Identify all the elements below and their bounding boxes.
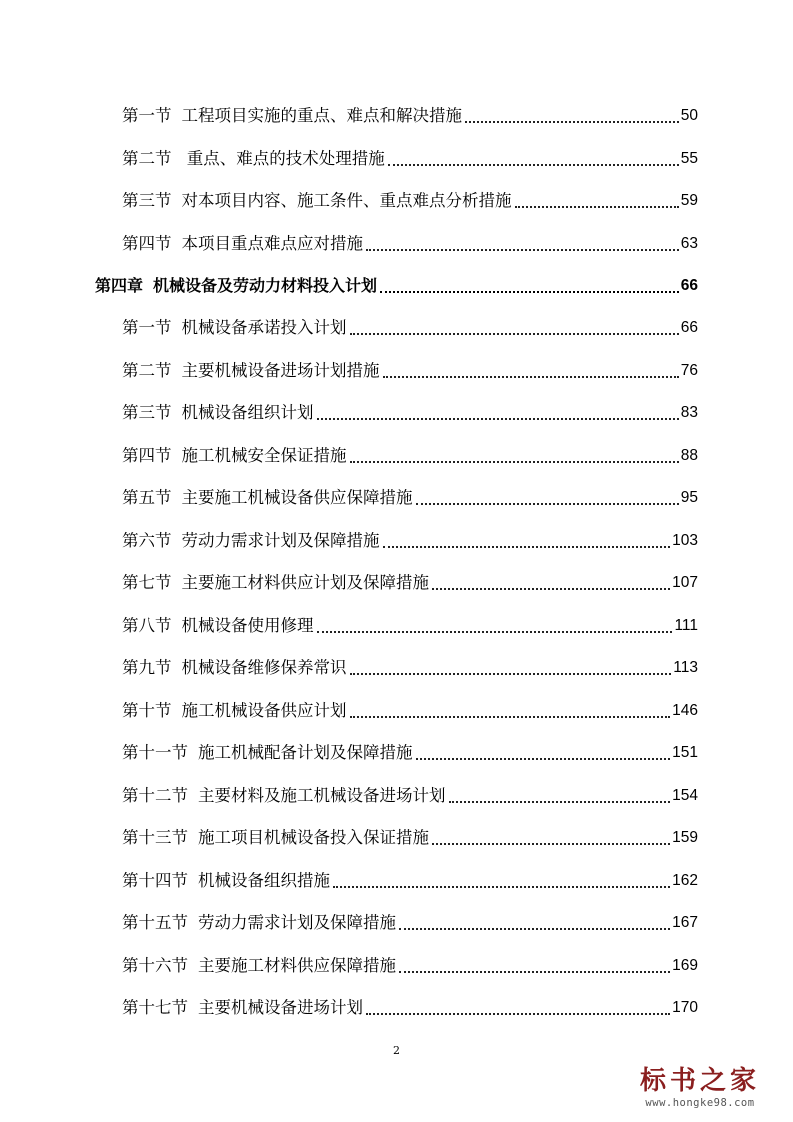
toc-entry-page: 95 [680,489,698,506]
toc-entry-title: 主要机械设备进场计划措施 [181,361,380,380]
dot-leader [366,1013,670,1015]
dot-leader [399,971,670,973]
toc-entry-title: 工程项目实施的重点、难点和解决措施 [181,106,462,125]
toc-entry-number: 第一节 [122,318,172,337]
toc-entry-title: 主要材料及施工机械设备进场计划 [198,786,446,805]
toc-entry-title: 施工机械配备计划及保障措施 [198,743,413,762]
toc-entry-number: 第三节 [122,403,172,422]
toc-entry-title: 劳动力需求计划及保障措施 [198,913,396,932]
toc-entry-page: 76 [680,362,698,379]
toc-entry-page: 170 [672,999,698,1016]
dot-leader [380,291,679,293]
toc-entry-number: 第八节 [122,616,172,635]
toc-entry[interactable] [122,103,698,129]
toc-entry[interactable] [122,146,698,172]
toc-entry-number: 第一节 [122,106,172,125]
toc-entry-number: 第九节 [122,658,172,677]
toc-entry-number: 第四章 [95,276,144,295]
toc-entry-title: 机械设备使用修理 [181,616,314,635]
toc-entry-number: 第十一节 [122,743,188,762]
toc-entry-title: 施工机械安全保证措施 [181,446,347,465]
toc-entry-page: 83 [680,404,698,421]
toc-entry-title: 机械设备组织措施 [198,871,330,890]
toc-entry-page: 111 [674,617,698,634]
toc-entry[interactable] [122,613,698,639]
toc-entry-page: 151 [672,744,698,761]
toc-entry-page: 154 [672,787,698,804]
dot-leader [416,758,671,760]
toc-entry-title: 主要施工材料供应计划及保障措施 [181,573,429,592]
toc-entry-number: 第十六节 [122,956,188,975]
toc-entry-number: 第三节 [122,191,172,210]
toc-entry-page: 55 [680,150,698,167]
dot-leader [350,461,679,463]
toc-entry-page: 113 [673,659,698,676]
toc-entry-page: 107 [672,574,698,591]
dot-leader [388,164,679,166]
watermark [625,1066,775,1110]
dot-leader [515,206,679,208]
toc-entry[interactable] [122,910,698,936]
toc-entry-title: 重点、难点的技术处理措施 [181,149,385,168]
dot-leader [333,886,670,888]
toc-entry[interactable] [122,528,698,554]
toc-entry[interactable] [122,698,698,724]
toc-entry-title: 主要机械设备进场计划 [198,998,363,1017]
toc-entry-title: 机械设备维修保养常识 [181,658,347,677]
dot-leader [432,588,670,590]
toc-entry[interactable] [122,315,698,341]
toc-entry-number: 第十四节 [122,871,188,890]
toc-entry-number: 第五节 [122,488,172,507]
toc-entry[interactable] [122,231,698,257]
watermark-logo: 标书之家 [639,1066,760,1096]
toc-entry-number: 第四节 [122,446,172,465]
toc-entry-number: 第十七节 [122,998,188,1017]
toc-entry-number: 第二节 [122,149,172,168]
toc-entry-number: 第十五节 [122,913,188,932]
dot-leader [366,249,679,251]
toc-entry-number: 第二节 [122,361,172,380]
toc-entry-number: 第七节 [122,573,172,592]
dot-leader [350,673,672,675]
toc-entry[interactable] [122,485,698,511]
toc-entry[interactable] [122,655,698,681]
toc-entry[interactable] [122,953,698,979]
dot-leader [416,503,679,505]
toc-entry-title: 劳动力需求计划及保障措施 [181,531,380,550]
toc-entry-page: 162 [672,872,698,889]
toc-entry-number: 第四节 [122,234,172,253]
dot-leader [317,418,679,420]
toc-entry-page: 50 [680,107,698,124]
toc-entry-page: 103 [672,532,698,549]
toc-entry[interactable] [122,400,698,426]
toc-entry-title: 主要施工材料供应保障措施 [198,956,396,975]
toc-entry-page: 63 [680,235,698,252]
toc-entry[interactable] [122,443,698,469]
toc-entry-number: 第六节 [122,531,172,550]
dot-leader [383,376,679,378]
dot-leader [350,716,671,718]
toc-entry[interactable] [122,570,698,596]
toc-entry[interactable] [122,188,698,214]
watermark-url: www.hongke98.com [645,1097,755,1109]
toc-entry-number: 第十二节 [122,786,188,805]
toc-entry[interactable] [122,740,698,766]
toc-entry[interactable] [122,825,698,851]
toc-entry-number: 第十节 [122,701,172,720]
dot-leader [350,333,679,335]
toc-entry-title: 机械设备组织计划 [181,403,314,422]
dot-leader [383,546,671,548]
toc-entry-page: 146 [672,702,698,719]
dot-leader [465,121,679,123]
toc-entry-page: 66 [680,277,698,294]
toc-entry-title: 对本项目内容、施工条件、重点难点分析措施 [181,191,512,210]
dot-leader [317,631,673,633]
toc-entry[interactable] [122,868,698,894]
dot-leader [432,843,670,845]
page-number: 2 [393,1044,400,1057]
toc-entry-title: 本项目重点难点应对措施 [181,234,363,253]
dot-leader [399,928,670,930]
toc-entry-page: 167 [672,914,698,931]
toc-entry-title: 机械设备及劳动力材料投入计划 [153,276,378,295]
toc-entry-number: 第十三节 [122,828,188,847]
dot-leader [449,801,671,803]
toc-entry[interactable] [122,358,698,384]
toc-entry[interactable] [122,995,698,1021]
toc-entry-page: 59 [680,192,698,209]
toc-entry-page: 159 [672,829,698,846]
toc-entry-page: 66 [680,319,698,336]
toc-entry-title: 机械设备承诺投入计划 [181,318,347,337]
toc-entry-page: 88 [680,447,698,464]
toc-chapter-entry[interactable] [95,273,698,299]
toc-entry-title: 施工项目机械设备投入保证措施 [198,828,429,847]
toc-entry-page: 169 [672,957,698,974]
toc-entry[interactable] [122,783,698,809]
toc-entry-title: 主要施工机械设备供应保障措施 [181,488,413,507]
toc-entry-title: 施工机械设备供应计划 [181,701,347,720]
